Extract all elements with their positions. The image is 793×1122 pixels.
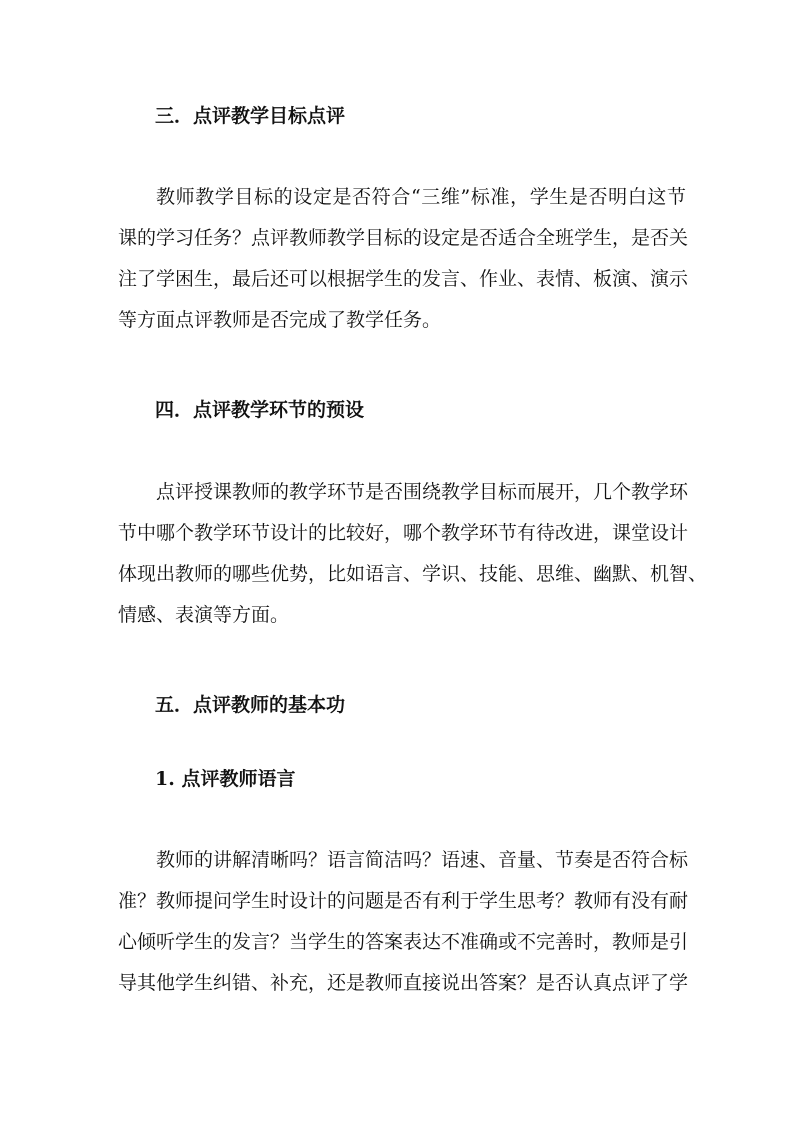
paragraph-line: 情感、表演等方面。	[118, 604, 290, 626]
paragraph-line: 课的学习任务？点评教师教学目标的设定是否适合全班学生，是否关	[118, 227, 689, 249]
paragraph-line: 等方面点评教师是否完成了教学任务。	[118, 309, 442, 331]
section-3-heading: 三．点评教学目标点评	[155, 105, 346, 127]
paragraph-line: 教师的讲解清晰吗？语言简洁吗？语速、音量、节奏是否符合标	[156, 849, 689, 871]
subsection-1-paragraph	[118, 840, 689, 1004]
paragraph-line: 体现出教师的哪些优势，比如语言、学识、技能、思维、幽默、机智、	[118, 563, 708, 585]
paragraph-line: 教师教学目标的设定是否符合“三维”标准，学生是否明白这节	[156, 186, 686, 208]
paragraph-line: 点评授课教师的教学环节是否围绕教学目标而展开，几个教学环	[156, 481, 689, 503]
paragraph-line: 心倾听学生的发言？当学生的答案表达不准确或不完善时，教师是引	[118, 931, 689, 953]
section-5-heading: 五．点评教师的基本功	[155, 694, 346, 716]
section-4-heading: 四．点评教学环节的预设	[155, 399, 365, 421]
paragraph-line: 导其他学生纠错、补充，还是教师直接说出答案？是否认真点评了学	[118, 972, 689, 994]
paragraph-line: 注了学困生，最后还可以根据学生的发言、作业、表情、板演、演示	[118, 268, 689, 290]
paragraph-line: 准？教师提问学生时设计的问题是否有利于学生思考？教师有没有耐	[118, 890, 689, 912]
subsection-1-heading: 1. 点评教师语言	[155, 768, 296, 790]
section-3-paragraph	[118, 177, 689, 341]
section-4-paragraph	[118, 472, 708, 636]
paragraph-line: 节中哪个教学环节设计的比较好，哪个教学环节有待改进，课堂设计	[118, 522, 689, 544]
